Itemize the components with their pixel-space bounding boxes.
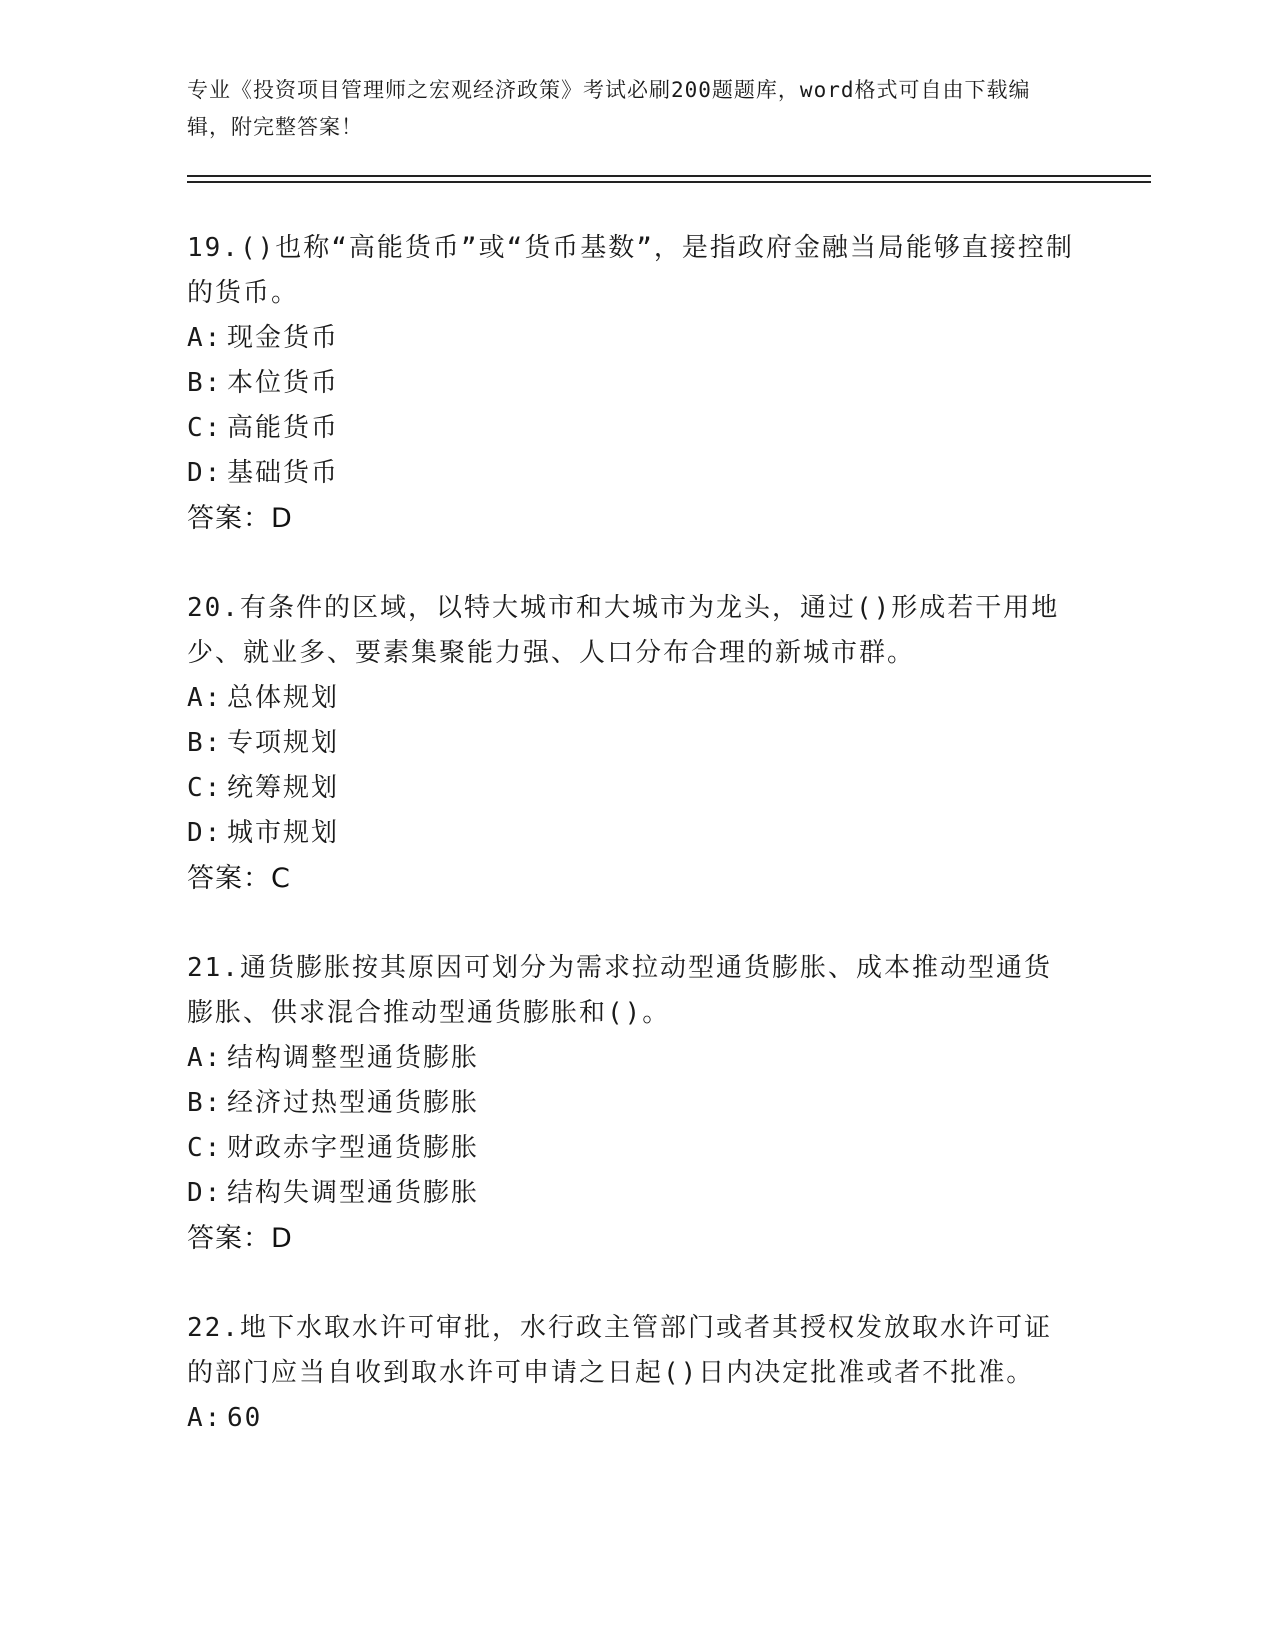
question-stem: 19.()也称“高能货币”或“货币基数”，是指政府金融当局能够直接控制的货币。 <box>187 233 1074 308</box>
option-text: 现金货币 <box>227 323 340 353</box>
option-key: C: <box>187 413 223 443</box>
option-text: 高能货币 <box>227 413 340 443</box>
option-c <box>187 1126 1077 1171</box>
option-text: 本位货币 <box>227 368 340 398</box>
option-key: D: <box>187 818 223 848</box>
option-text: 60 <box>227 1403 263 1433</box>
option-text: 专项规划 <box>227 728 340 758</box>
option-text: 财政赤字型通货膨胀 <box>227 1133 480 1163</box>
question-20 <box>187 586 1077 901</box>
option-a <box>187 676 1077 721</box>
option-key: B: <box>187 1088 223 1118</box>
option-d <box>187 811 1077 856</box>
option-key: B: <box>187 368 223 398</box>
question-stem: 20.有条件的区域，以特大城市和大城市为龙头，通过()形成若干用地少、就业多、要素集聚能力强、人口分布合理的新城市群。 <box>187 593 1060 668</box>
option-a <box>187 316 1077 361</box>
option-key: C: <box>187 773 223 803</box>
option-text: 结构失调型通货膨胀 <box>227 1178 480 1208</box>
option-key: B: <box>187 728 223 758</box>
option-text: 结构调整型通货膨胀 <box>227 1043 480 1073</box>
header-divider-top <box>187 175 1151 177</box>
option-key: D: <box>187 1178 223 1208</box>
option-c <box>187 766 1077 811</box>
option-text: 基础货币 <box>227 458 340 488</box>
question-21 <box>187 946 1077 1261</box>
option-d <box>187 1171 1077 1216</box>
option-b <box>187 721 1077 766</box>
question-stem: 21.通货膨胀按其原因可划分为需求拉动型通货膨胀、成本推动型通货膨胀、供求混合推动型通货膨胀和()。 <box>187 953 1052 1028</box>
option-a <box>187 1396 1077 1441</box>
option-key: C: <box>187 1133 223 1163</box>
option-text: 城市规划 <box>227 818 340 848</box>
answer-line: 答案：C <box>187 863 291 894</box>
option-key: A: <box>187 1043 223 1073</box>
option-text: 统筹规划 <box>227 773 340 803</box>
option-d <box>187 451 1077 496</box>
option-key: A: <box>187 683 223 713</box>
option-key: A: <box>187 1403 223 1433</box>
header-text: 专业《投资项目管理师之宏观经济政策》考试必刷200题题库，word格式可自由下载编辑，附完整答案！ <box>187 78 1031 139</box>
option-text: 总体规划 <box>227 683 340 713</box>
option-key: A: <box>187 323 223 353</box>
option-text: 经济过热型通货膨胀 <box>227 1088 480 1118</box>
option-b <box>187 361 1077 406</box>
option-key: D: <box>187 458 223 488</box>
question-stem: 22.地下水取水许可审批，水行政主管部门或者其授权发放取水许可证的部门应当自收到取水许可申请之日起()日内决定批准或者不批准。 <box>187 1313 1052 1388</box>
answer-line: 答案：D <box>187 503 293 534</box>
answer-line: 答案：D <box>187 1223 293 1254</box>
option-c <box>187 406 1077 451</box>
question-22 <box>187 1306 1077 1441</box>
header-divider-bottom <box>187 181 1151 183</box>
document-header <box>187 72 1067 146</box>
option-a <box>187 1036 1077 1081</box>
option-b <box>187 1081 1077 1126</box>
question-19 <box>187 226 1077 541</box>
